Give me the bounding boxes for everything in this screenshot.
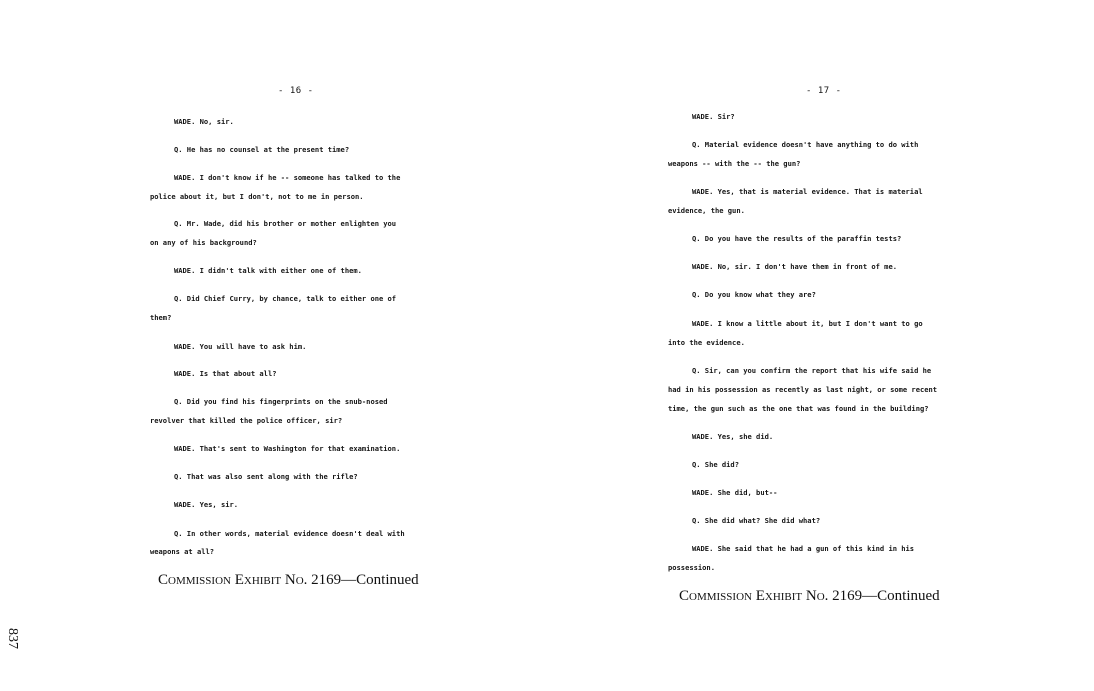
transcript-line: weapons at all? <box>150 547 215 556</box>
transcript-line: Q. She did what? She did what? <box>692 516 821 525</box>
transcript-line: possession. <box>668 563 715 572</box>
exhibit-caption <box>679 588 940 605</box>
transcript-line: police about it, but I don't, not to me in person. <box>150 192 364 201</box>
transcript-line: Q. He has no counsel at the present time? <box>174 145 350 154</box>
transcript-line: evidence, the gun. <box>668 206 745 215</box>
transcript-line: Q. Do you know what they are? <box>692 290 816 299</box>
volume-page-number: 837 <box>5 628 20 649</box>
transcript-line: time, the gun such as the one that was found in the building? <box>668 404 929 413</box>
caption-suffix: 2169—Continued <box>832 588 940 604</box>
transcript-line: WADE. Sir? <box>692 112 735 121</box>
caption-prefix: Commission Exhibit No. <box>158 572 308 588</box>
transcript-line: WADE. No, sir. I don't have them in front of me. <box>692 262 897 271</box>
transcript-line: WADE. I don't know if he -- someone has talked to the <box>174 173 401 182</box>
transcript-line: Q. Mr. Wade, did his brother or mother enlighten you <box>174 219 397 228</box>
transcript-line: WADE. No, sir. <box>174 117 234 126</box>
page-number: - 17 - <box>806 86 842 96</box>
left-page <box>150 0 435 691</box>
transcript-line: WADE. I didn't talk with either one of them. <box>174 266 362 275</box>
transcript-line: Q. Do you have the results of the paraffin tests? <box>692 234 902 243</box>
transcript-line: on any of his background? <box>150 238 257 247</box>
exhibit-caption <box>158 572 419 589</box>
transcript-line: had in his possession as recently as last night, or some recent <box>668 385 938 394</box>
transcript-line: Q. Sir, can you confirm the report that his wife said he <box>692 366 932 375</box>
transcript-line: Q. In other words, material evidence doesn't deal with <box>174 529 405 538</box>
transcript-line: weapons -- with the -- the gun? <box>668 159 801 168</box>
transcript-line: WADE. You will have to ask him. <box>174 342 307 351</box>
transcript-line: revolver that killed the police officer, sir? <box>150 416 343 425</box>
transcript-line: WADE. Yes, sir. <box>174 500 239 509</box>
transcript-line: WADE. She did, but-- <box>692 488 778 497</box>
transcript-line: Q. Material evidence doesn't have anything to do with <box>692 140 919 149</box>
caption-prefix: Commission Exhibit No. <box>679 588 829 604</box>
transcript-line: WADE. Yes, that is material evidence. That is material <box>692 187 923 196</box>
transcript-line: WADE. She said that he had a gun of this kind in his <box>692 544 915 553</box>
transcript-line: WADE. That's sent to Washington for that examination. <box>174 444 401 453</box>
transcript-line: into the evidence. <box>668 338 745 347</box>
transcript-line: WADE. Yes, she did. <box>692 432 774 441</box>
transcript-line: Q. That was also sent along with the rifle? <box>174 472 358 481</box>
transcript-line: Q. Did you find his fingerprints on the snub-nosed <box>174 397 388 406</box>
page-number: - 16 - <box>278 86 314 96</box>
right-page <box>668 0 963 691</box>
transcript-line: Q. Did Chief Curry, by chance, talk to either one of <box>174 294 397 303</box>
caption-suffix: 2169—Continued <box>311 572 419 588</box>
transcript-line: Q. She did? <box>692 460 739 469</box>
transcript-line: WADE. Is that about all? <box>174 369 277 378</box>
transcript-line: them? <box>150 313 172 322</box>
transcript-line: WADE. I know a little about it, but I don't want to go <box>692 319 923 328</box>
